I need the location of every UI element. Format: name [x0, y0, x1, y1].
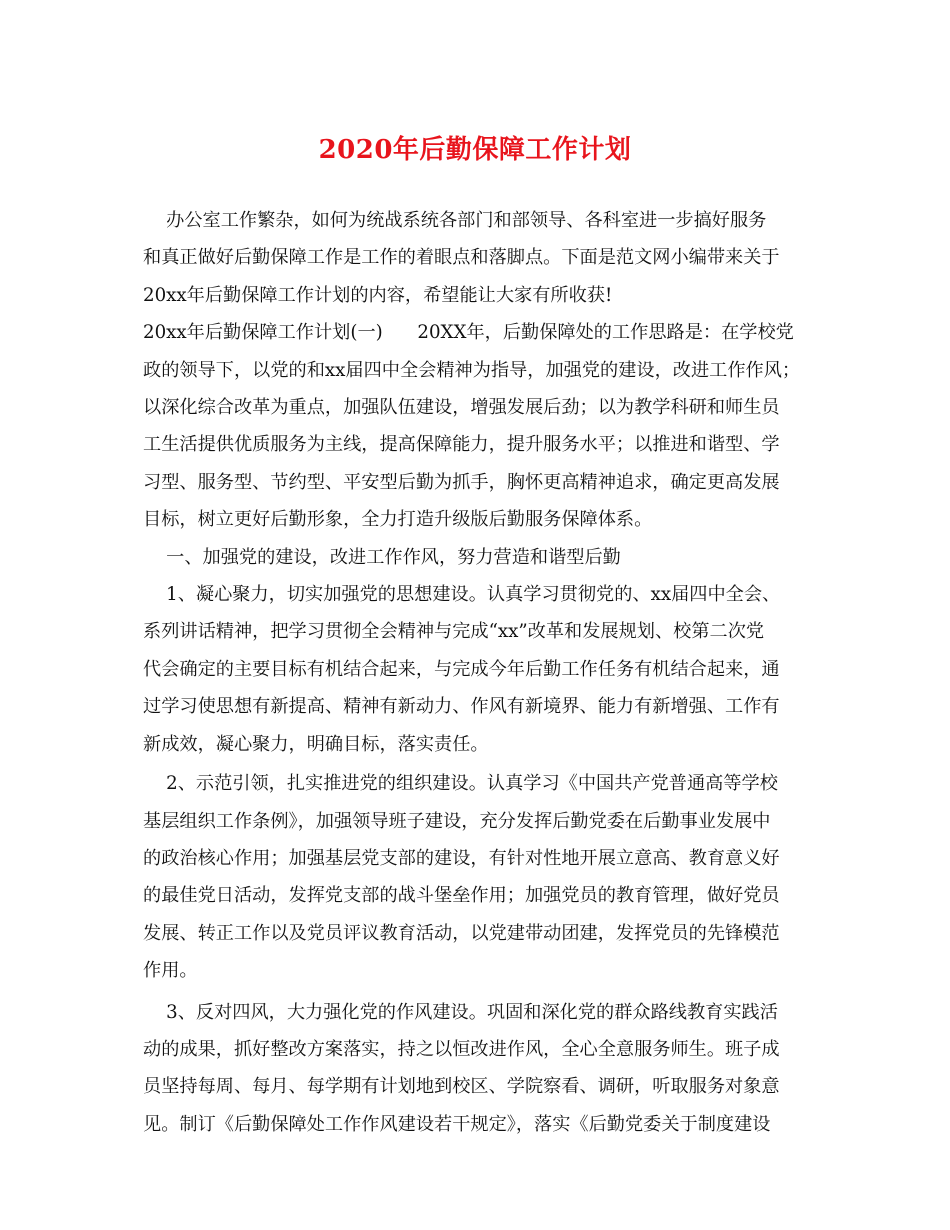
text-line: 习型、服务型、节约型、平安型后勤为抓手，胸怀更高精神追求，确定更高发展 — [143, 471, 780, 493]
text-line: 20xx年后勤保障工作计划(一) 20XX年，后勤保障处的工作思路是：在学校党 — [143, 322, 794, 344]
text-line: 作用。 — [143, 960, 198, 982]
text-line: 发展、转正工作以及党员评议教育活动，以党建带动团建，发挥党员的先锋模范 — [143, 922, 780, 944]
text-line: 过学习使思想有新提高、精神有新动力、作风有新境界、能力有新增强、工作有 — [143, 696, 780, 718]
text-line: 办公室工作繁杂，如何为统战系统各部门和部领导、各科室进一步搞好服务 — [143, 210, 767, 231]
text-line: 以深化综合改革为重点，加强队伍建设，增强发展后劲；以为教学科研和师生员 — [143, 397, 780, 419]
text-line: 的政治核心作用；加强基层党支部的建设，有针对性地开展立意高、教育意义好 — [143, 847, 780, 869]
text-line: 系列讲话精神，把学习贯彻全会精神与完成“xx”改革和发展规划、校第二次党 — [143, 621, 765, 643]
text-line: 政的领导下，以党的和xx届四中全会精神为指导，加强党的建设，改进工作作风； — [143, 359, 801, 381]
text-line: 新成效，凝心聚力，明确目标，落实责任。 — [143, 733, 489, 755]
section-heading — [143, 539, 811, 576]
text-line: 基层组织工作条例》，加强领导班子建设，充分发挥后勤党委在后勤事业发展中 — [143, 810, 771, 832]
intro-paragraph — [143, 202, 811, 314]
text-line: 员坚持每周、每月、每学期有计划地到校区、学院察看、调研，听取服务对象意 — [143, 1076, 780, 1098]
text-line: 20xx年后勤保障工作计划的内容，希望能让大家有所收获! — [143, 284, 613, 306]
text-line: 一、加强党的建设，改进工作作风，努力营造和谐型后勤 — [143, 546, 621, 568]
text-line: 1、凝心聚力，切实加强党的思想建设。认真学习贯彻党的、xx届四中全会、 — [143, 584, 781, 606]
item-two-paragraph — [143, 765, 811, 989]
plan-one-paragraph — [143, 314, 811, 538]
text-line: 代会确定的主要目标有机结合起来，与完成今年后勤工作任务有机结合起来，通 — [143, 658, 780, 680]
text-line: 2、示范引领，扎实推进党的组织建设。认真学习《中国共产党普通高等学校 — [143, 773, 778, 795]
item-one-paragraph — [143, 576, 811, 763]
document-body — [143, 202, 811, 1143]
document-title: 2020年后勤保障工作计划 — [318, 135, 632, 165]
text-line: 和真正做好后勤保障工作是工作的着眼点和落脚点。下面是范文网小编带来关于 — [143, 247, 780, 269]
item-three-paragraph — [143, 994, 811, 1144]
text-line: 的最佳党日活动，发挥党支部的战斗堡垒作用；加强党员的教育管理，做好党员 — [143, 885, 780, 907]
text-line: 工生活提供优质服务为主线，提高保障能力，提升服务水平；以推进和谐型、学 — [143, 434, 780, 456]
text-line: 见。制订《后勤保障处工作作风建设若干规定》，落实《后勤党委关于制度建设 — [143, 1113, 771, 1135]
text-line: 目标，树立更好后勤形象，全力打造升级版后勤服务保障体系。 — [143, 509, 653, 531]
text-line: 3、反对四风，大力强化党的作风建设。巩固和深化党的群众路线教育实践活 — [143, 1001, 778, 1023]
text-line: 动的成果，抓好整改方案落实，持之以恒改进作风，全心全意服务师生。班子成 — [143, 1038, 780, 1060]
